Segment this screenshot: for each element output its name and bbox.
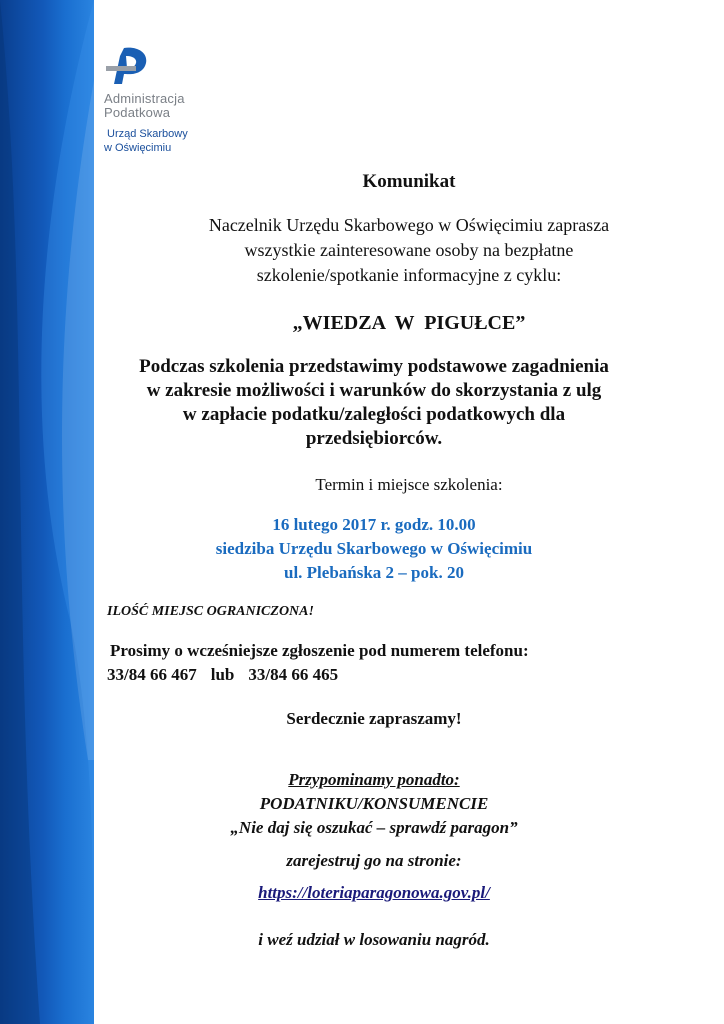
- event-location: siedziba Urzędu Skarbowego w Oświęcimiu: [215, 539, 533, 558]
- logo-text-podatkowa: Podatkowa: [104, 105, 171, 120]
- sidebar-wave-decoration: [0, 0, 94, 1024]
- office-name-line1: Urząd Skarbowy: [107, 128, 188, 140]
- document-title: Komunikat: [362, 171, 456, 192]
- venue-heading: Termin i miejsce szkolenia:: [315, 475, 503, 494]
- blue-sidebar: [0, 0, 94, 1024]
- description-line: przedsiębiorców.: [305, 428, 443, 449]
- phone-request: Prosimy o wcześniejsze zgłoszenie pod numerem telefonu:: [110, 641, 529, 660]
- series-name: „WIEDZA W PIGUŁCE”: [292, 312, 526, 334]
- phone-number-2: 33/84 66 465: [248, 665, 339, 684]
- event-date: 16 lutego 2017 r. godz. 10.00: [272, 515, 476, 534]
- description-line: Podczas szkolenia przedstawimy podstawowe zagadnienia: [139, 356, 609, 377]
- description-line: w zakresie możliwości i warunków do skorzystania z ulg: [146, 380, 602, 401]
- limited-seats-notice: ILOŚĆ MIEJSC OGRANICZONA!: [107, 604, 314, 619]
- reminder-heading: Przypominamy ponadto:: [288, 770, 460, 789]
- reminder-slogan: „Nie daj się oszukać – sprawdź paragon”: [230, 818, 518, 837]
- logo-emblem-icon: [104, 44, 150, 90]
- phone-number-1: 33/84 66 467: [107, 665, 197, 684]
- event-address: ul. Plebańska 2 – pok. 20: [284, 563, 464, 582]
- reminder-audience: PODATNIKU/KONSUMENCIE: [259, 794, 489, 813]
- phone-numbers: [107, 665, 338, 685]
- office-name-line2: w Oświęcimiu: [104, 142, 172, 154]
- register-text: zarejestruj go na stronie:: [286, 851, 462, 870]
- closing-text: i weź udział w losowaniu nagród.: [258, 930, 490, 949]
- lottery-link[interactable]: https://loteriaparagonowa.gov.pl/: [258, 883, 490, 902]
- welcome-text: Serdecznie zapraszamy!: [286, 709, 462, 728]
- logo-text-administracja: Administracja: [104, 91, 185, 106]
- phone-or: lub: [210, 665, 235, 684]
- intro-line: szkolenie/spotkanie informacyjne z cyklu:: [256, 265, 562, 285]
- intro-line: Naczelnik Urzędu Skarbowego w Oświęcimiu zaprasza: [208, 215, 610, 235]
- description-line: w zapłacie podatku/zaległości podatkowych dla: [182, 404, 566, 425]
- intro-line: wszystkie zainteresowane osoby na bezpłatne: [244, 240, 574, 260]
